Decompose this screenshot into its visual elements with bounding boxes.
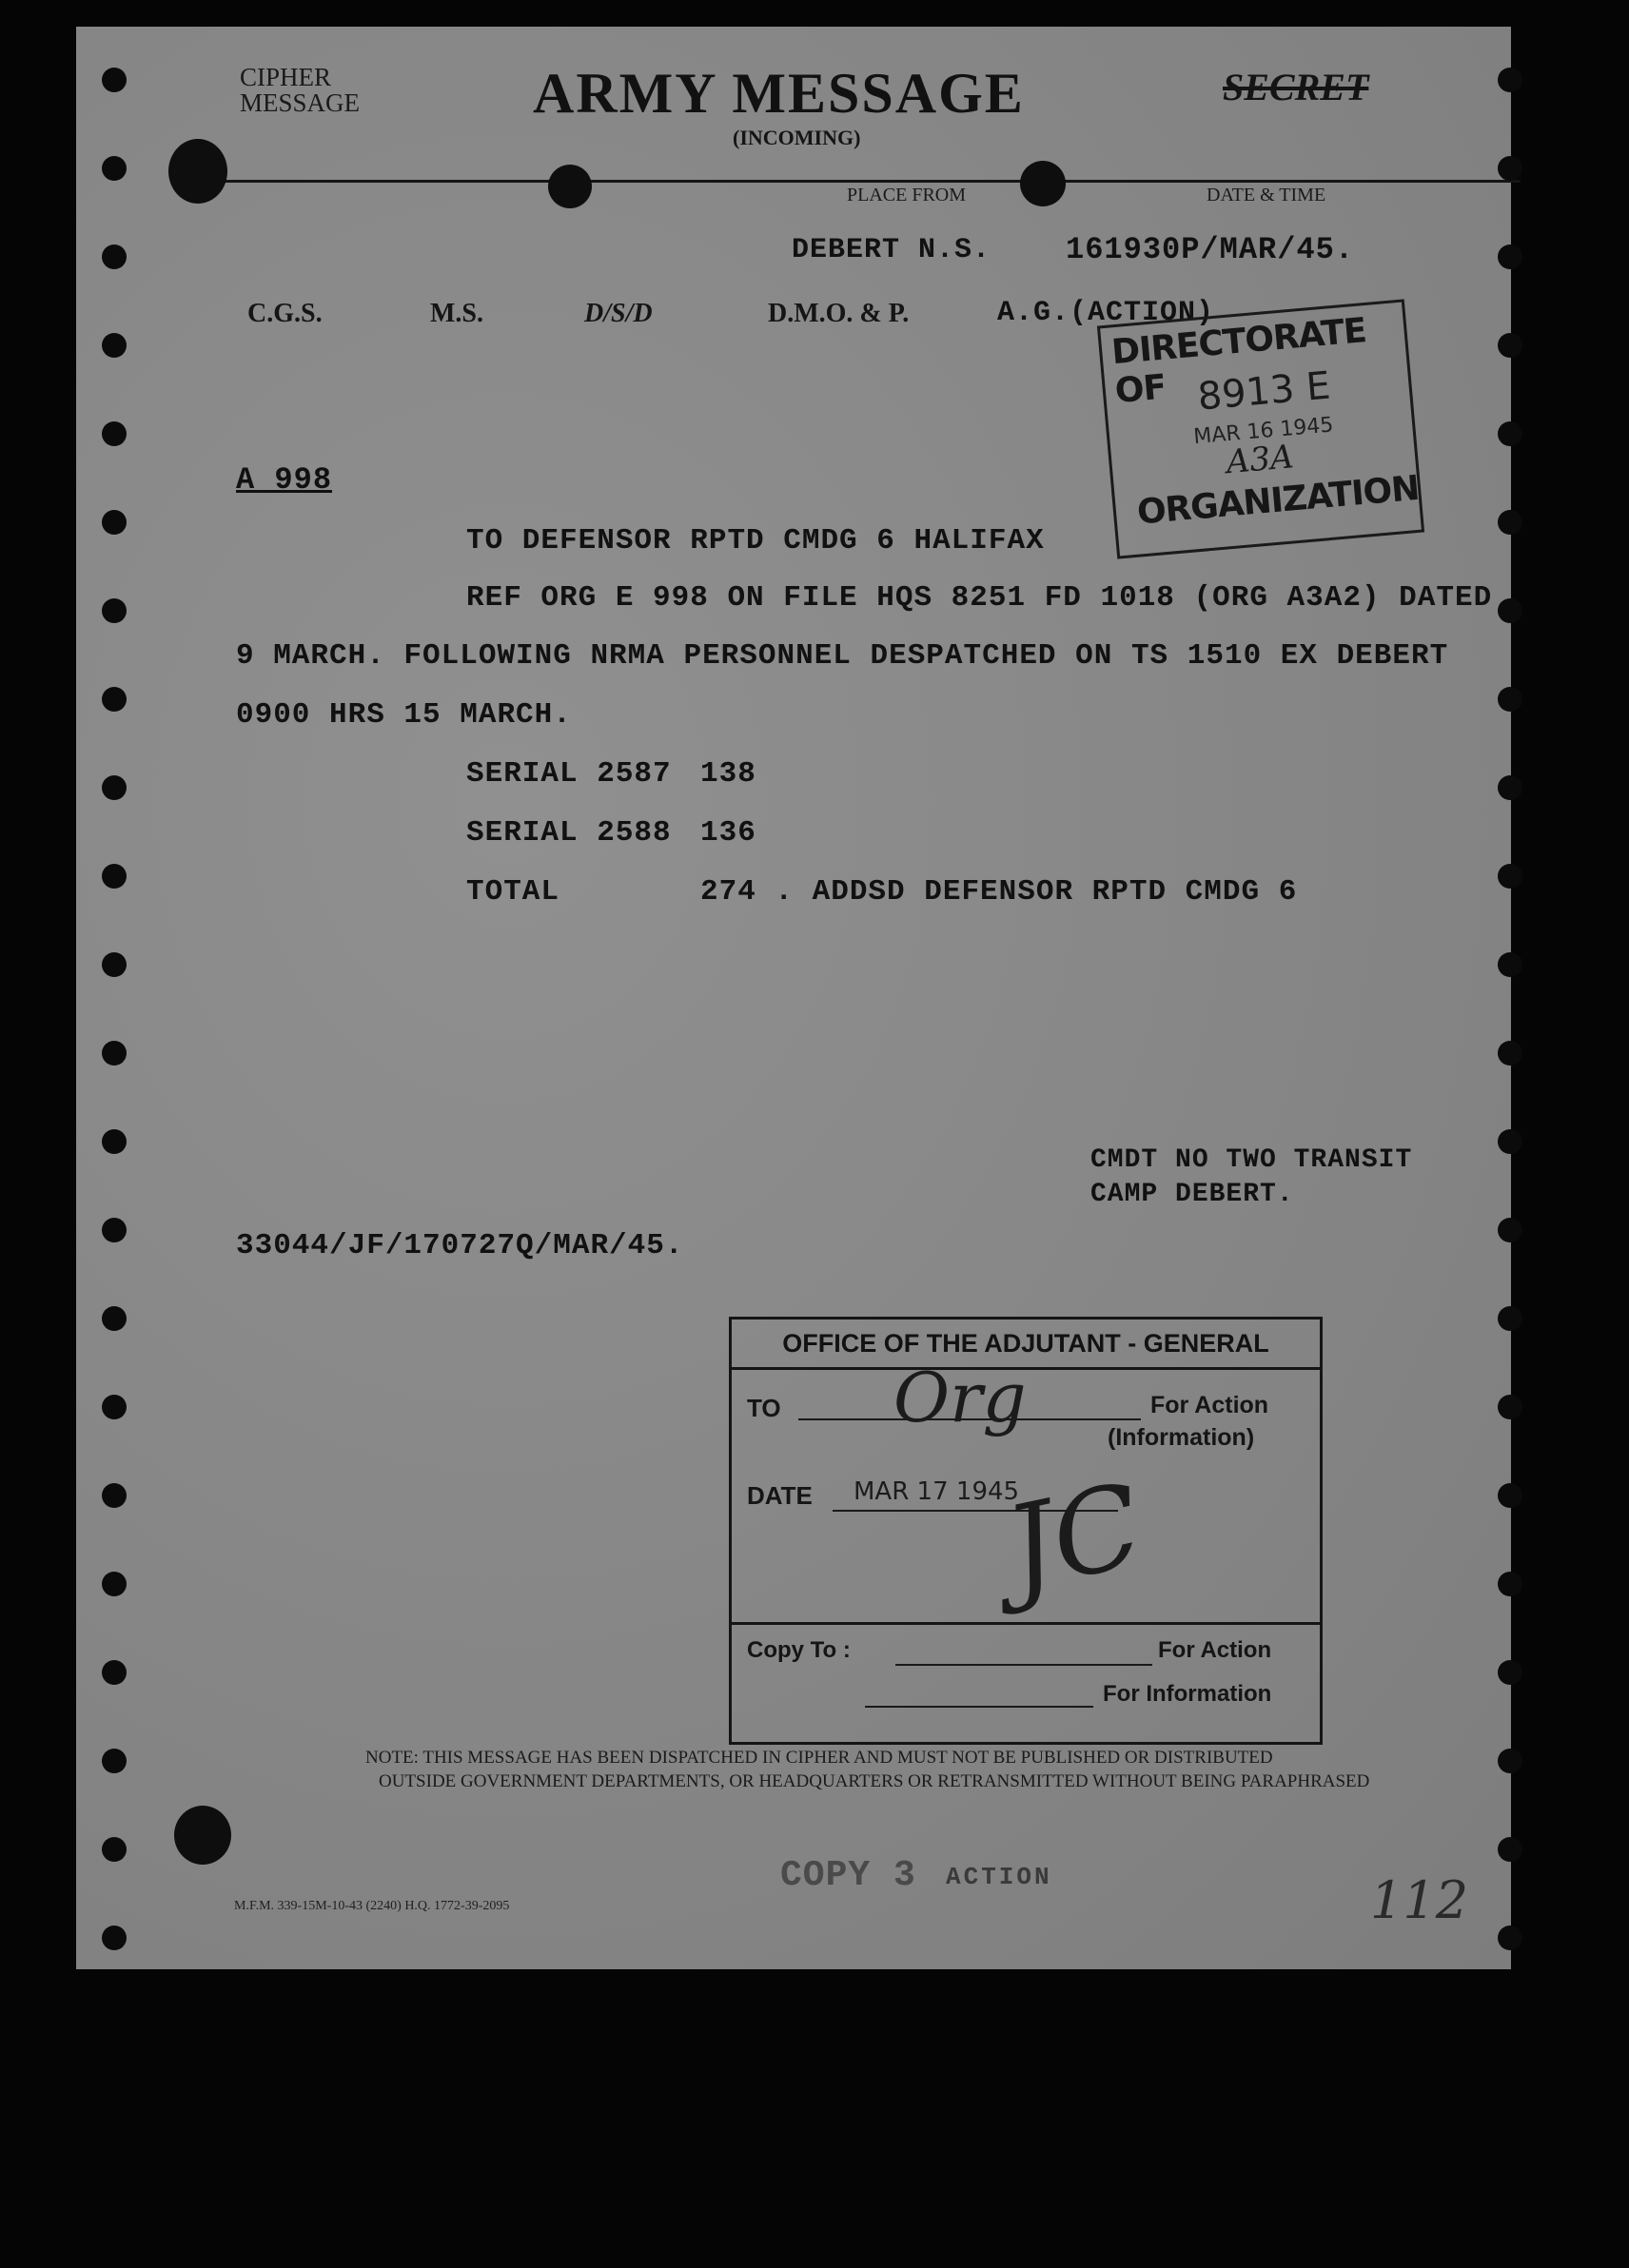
ag-stamp-title: OFFICE OF THE ADJUTANT - GENERAL bbox=[732, 1320, 1320, 1370]
sprocket-hole bbox=[102, 510, 127, 535]
date-time-label: DATE & TIME bbox=[1207, 185, 1326, 205]
sprocket-hole bbox=[102, 1749, 127, 1773]
sprocket-hole bbox=[1498, 952, 1522, 977]
ink-blot bbox=[174, 1806, 231, 1865]
sprocket-hole bbox=[102, 687, 127, 712]
cipher-line-2: MESSAGE bbox=[240, 88, 361, 117]
sprocket-hole bbox=[1498, 687, 1522, 712]
sprocket-hole bbox=[102, 864, 127, 889]
sprocket-hole bbox=[102, 421, 127, 446]
sprocket-hole bbox=[1498, 1218, 1522, 1242]
sprocket-hole bbox=[1498, 510, 1522, 535]
cipher-label bbox=[240, 65, 360, 116]
sprocket-hole bbox=[1498, 1395, 1522, 1419]
adjutant-general-stamp bbox=[729, 1317, 1323, 1745]
directorate-stamp bbox=[1097, 299, 1424, 558]
sprocket-hole bbox=[1498, 1041, 1522, 1066]
place-from-label: PLACE FROM bbox=[847, 185, 967, 205]
serial-row-label: SERIAL 2588 bbox=[466, 816, 672, 850]
signature-line-2: CAMP DEBERT. bbox=[1090, 1180, 1294, 1209]
message-ref-number: A 998 bbox=[236, 462, 333, 498]
ink-blot bbox=[168, 139, 227, 204]
sprocket-hole bbox=[102, 1837, 127, 1862]
date-time-value: 161930P/MAR/45. bbox=[1066, 232, 1355, 267]
sprocket-hole bbox=[1498, 598, 1522, 623]
sprocket-hole bbox=[1498, 421, 1522, 446]
total-row-label: TOTAL bbox=[466, 875, 560, 909]
sprocket-hole bbox=[102, 1306, 127, 1331]
sprocket-hole bbox=[1498, 1660, 1522, 1685]
routing-ag: A.G.(ACTION) bbox=[997, 297, 1215, 329]
cipher-note-line-1: NOTE: THIS MESSAGE HAS BEEN DISPATCHED IN CIPHER AND MUST NOT BE PUBLISHED OR DISTRIBUTED bbox=[365, 1748, 1273, 1768]
message-line-2: 9 MARCH. FOLLOWING NRMA PERSONNEL DESPATCHED ON TS 1510 EX DEBERT bbox=[236, 639, 1449, 673]
header-rule bbox=[217, 180, 1521, 183]
sprocket-hole bbox=[102, 1395, 127, 1419]
ag-to-label: TO bbox=[747, 1394, 781, 1422]
cipher-note-line-2: OUTSIDE GOVERNMENT DEPARTMENTS, OR HEADQUARTERS OR RETRANSMITTED WITHOUT BEING PARAPHRASED bbox=[379, 1771, 1370, 1791]
sprocket-hole bbox=[1498, 1129, 1522, 1154]
sprocket-hole bbox=[102, 598, 127, 623]
sprocket-hole bbox=[102, 1129, 127, 1154]
message-reference: 33044/JF/170727Q/MAR/45. bbox=[236, 1229, 684, 1262]
routing-cgs: C.G.S. bbox=[247, 299, 323, 328]
message-ref-line: REF ORG E 998 ON FILE HQS 8251 FD 1018 (ORG A3A2) DATED bbox=[466, 581, 1493, 615]
directorate-line4: ORGANIZATION bbox=[1135, 468, 1421, 533]
ag-copy-line bbox=[895, 1664, 1152, 1666]
sprocket-hole bbox=[102, 1926, 127, 1950]
sprocket-hole bbox=[1498, 68, 1522, 92]
page-number: 112 bbox=[1370, 1870, 1469, 1930]
form-title: ARMY MESSAGE bbox=[533, 62, 1025, 125]
ag-for-action: For Action bbox=[1150, 1392, 1269, 1418]
sprocket-hole bbox=[1498, 1572, 1522, 1596]
sprocket-hole bbox=[102, 244, 127, 269]
ag-copy-action: For Action bbox=[1158, 1637, 1272, 1663]
serial-row-label: SERIAL 2587 bbox=[466, 757, 672, 791]
ag-information: (Information) bbox=[1108, 1424, 1255, 1451]
directorate-code: A3A bbox=[1225, 438, 1296, 482]
sprocket-hole bbox=[1498, 1483, 1522, 1508]
directorate-line1: DIRECTORATE OF bbox=[1109, 311, 1368, 412]
sprocket-hole bbox=[1498, 333, 1522, 358]
message-to-line: TO DEFENSOR RPTD CMDG 6 HALIFAX bbox=[466, 524, 1045, 557]
ag-divider bbox=[732, 1622, 1320, 1625]
copy-type: ACTION bbox=[946, 1863, 1052, 1891]
sprocket-hole bbox=[102, 333, 127, 358]
punch-mark bbox=[1020, 161, 1066, 206]
directorate-number: 8913 E bbox=[1195, 363, 1333, 420]
ag-copy-information: For Information bbox=[1103, 1681, 1272, 1707]
place-from-value: DEBERT N.S. bbox=[792, 234, 991, 266]
ag-to-value: Org bbox=[893, 1358, 1027, 1437]
sprocket-hole bbox=[102, 156, 127, 181]
copy-stamp: COPY 3 bbox=[780, 1855, 916, 1896]
signature-line-1: CMDT NO TWO TRANSIT bbox=[1090, 1145, 1413, 1175]
routing-ms: M.S. bbox=[430, 299, 483, 328]
sprocket-hole bbox=[102, 1041, 127, 1066]
sprocket-hole bbox=[102, 952, 127, 977]
sprocket-hole bbox=[102, 1218, 127, 1242]
classification-mark: SECRET bbox=[1223, 66, 1369, 108]
sprocket-hole bbox=[1498, 1926, 1522, 1950]
serial-row-value: 136 bbox=[700, 816, 756, 850]
directorate-date: MAR 16 1945 bbox=[1192, 413, 1335, 450]
sprocket-hole bbox=[1498, 1837, 1522, 1862]
cipher-line-1: CIPHER bbox=[240, 63, 332, 91]
sprocket-hole bbox=[102, 1660, 127, 1685]
sprocket-hole bbox=[1498, 864, 1522, 889]
message-line-3: 0900 HRS 15 MARCH. bbox=[236, 698, 572, 732]
sprocket-hole bbox=[102, 1483, 127, 1508]
sprocket-hole bbox=[1498, 1749, 1522, 1773]
ag-date-value: MAR 17 1945 bbox=[854, 1477, 1020, 1506]
message-form bbox=[76, 27, 1511, 1969]
form-number: M.F.M. 339-15M-10-43 (2240) H.Q. 1772-39-2095 bbox=[234, 1899, 510, 1913]
sprocket-hole bbox=[1498, 156, 1522, 181]
ag-date-label: DATE bbox=[747, 1481, 813, 1510]
form-subtitle: (INCOMING) bbox=[733, 126, 861, 149]
sprocket-hole bbox=[1498, 1306, 1522, 1331]
sprocket-hole bbox=[102, 775, 127, 800]
routing-struck: D/S/D bbox=[584, 299, 653, 328]
ag-initials: JC bbox=[995, 1458, 1153, 1617]
ag-copy-to-label: Copy To : bbox=[747, 1637, 851, 1663]
sprocket-hole bbox=[102, 68, 127, 92]
sprocket-hole bbox=[102, 1572, 127, 1596]
serial-row-value: 138 bbox=[700, 757, 756, 791]
ag-copy-line bbox=[865, 1706, 1093, 1708]
punch-mark bbox=[548, 165, 592, 208]
sprocket-hole bbox=[1498, 775, 1522, 800]
sprocket-hole bbox=[1498, 244, 1522, 269]
total-row-value: 274 . ADDSD DEFENSOR RPTD CMDG 6 bbox=[700, 875, 1298, 909]
routing-dmo: D.M.O. & P. bbox=[768, 299, 910, 328]
